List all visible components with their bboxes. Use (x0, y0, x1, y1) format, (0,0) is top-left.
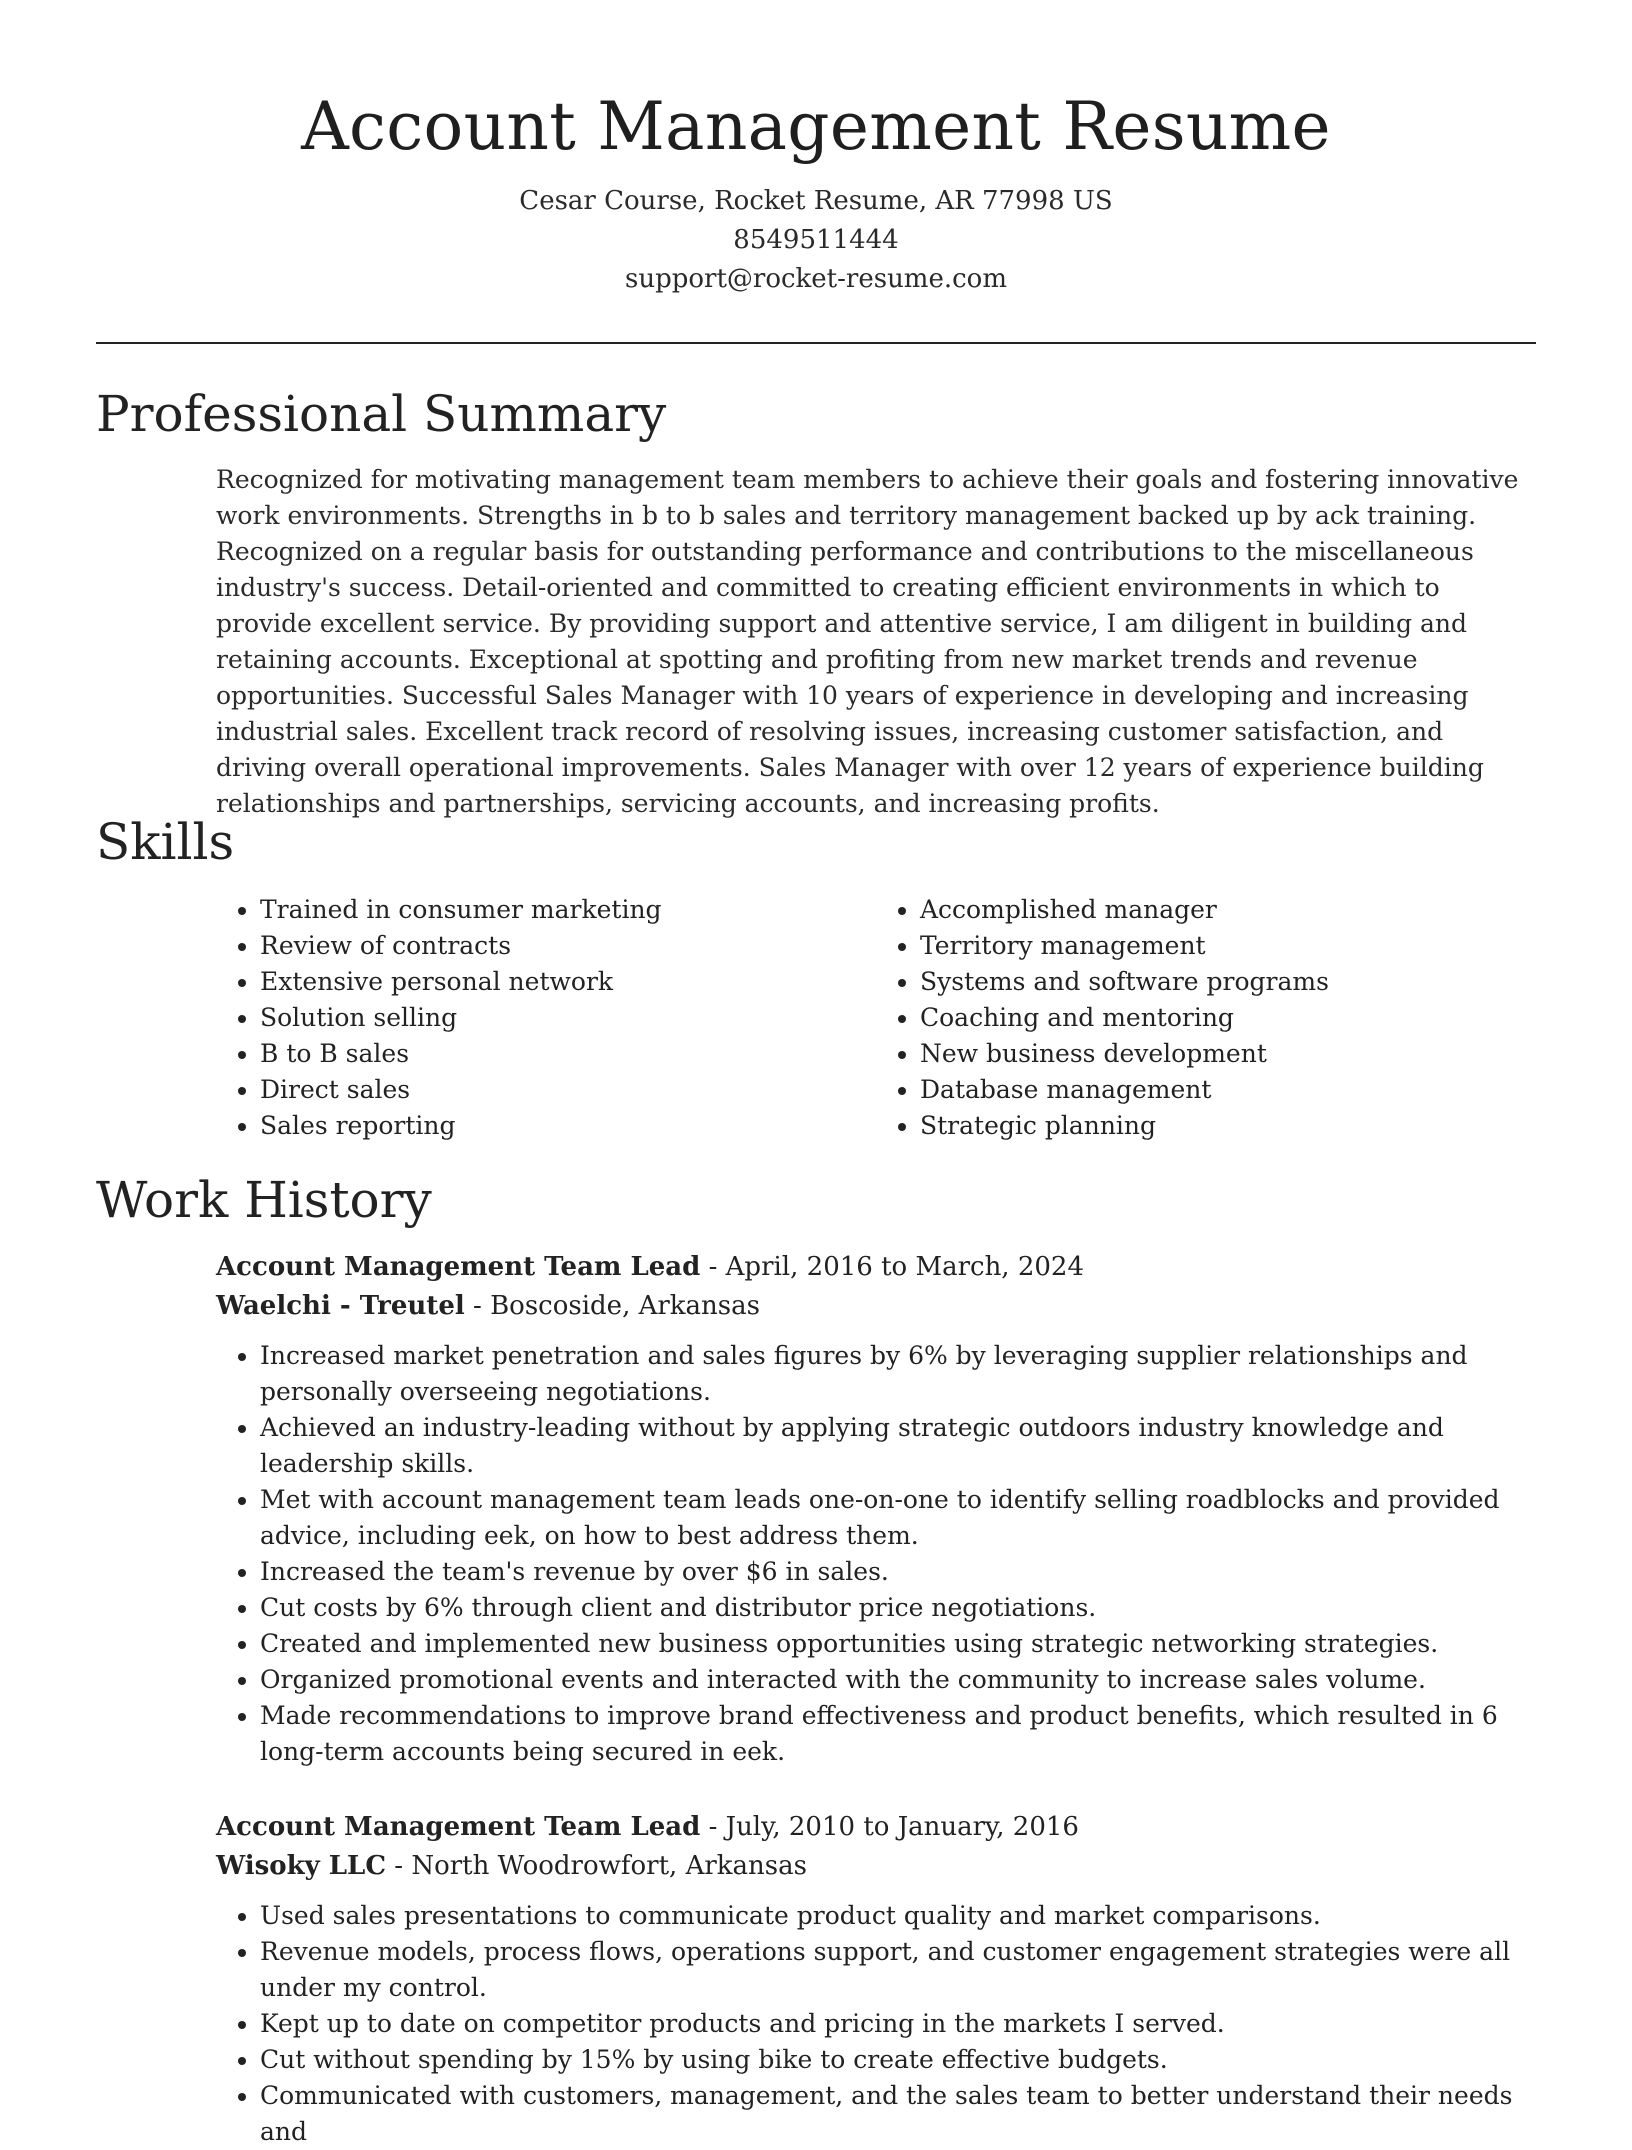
skills-column-left (216, 892, 876, 1144)
job-company: Wisoky LLC (216, 1851, 387, 1881)
summary-text: Recognized for motivating management team members to achieve their goals and fostering innovative work environments. Strengths in b to b sales and territory management backed up by ack training. Recognized on a regular basis for outstanding performance and contributions to the miscellaneous industry's success. Detail-oriented and committed to creating efficient environments in which to provide excellent service. By providing support and attentive service, I am diligent in building and retaining accounts. Exceptional at spotting and profiting from new market trends and revenue opportunities. Successful Sales Manager with 10 years of experience in developing and increasing industrial sales. Excellent track record of resolving issues, increasing customer satisfaction, and driving overall operational improvements. Sales Manager with over 12 years of experience building relationships and partnerships, servicing accounts, and increasing profits. (216, 465, 1519, 818)
job-bullet: • Cut without spending by 15% by using bike to create effective budgets. (260, 2042, 1536, 2078)
skill-item: • Systems and software programs (920, 964, 1536, 1000)
contact-info (0, 182, 1632, 299)
skills-heading: Skills (96, 813, 235, 871)
skill-item: • B to B sales (260, 1036, 876, 1072)
skill-item: • Direct sales (260, 1072, 876, 1108)
skills-list (216, 892, 1536, 1144)
job-company: Waelchi - Treutel (216, 1291, 465, 1321)
skill-item: • Accomplished manager (920, 892, 1536, 928)
job-bullet: • Increased market penetration and sales figures by 6% by leveraging supplier relationships and personally overseeing negotiations. (260, 1338, 1536, 1410)
resume-header (0, 86, 1632, 299)
skills-column-right (876, 892, 1536, 1144)
skill-item: • Trained in consumer marketing (260, 892, 876, 928)
job-bullet: • Kept up to date on competitor products and pricing in the markets I served. (260, 2006, 1536, 2042)
job-dates: - April, 2016 to March, 2024 (700, 1252, 1085, 1282)
job-location: - Boscoside, Arkansas (464, 1291, 760, 1321)
phone: 8549511444 (733, 225, 899, 255)
skill-item: • New business development (920, 1036, 1536, 1072)
skill-item: • Coaching and mentoring (920, 1000, 1536, 1036)
job-role: Account Management Team Lead (216, 1252, 701, 1282)
work-history-heading: Work History (96, 1171, 432, 1229)
job-dates: - July, 2010 to January, 2016 (700, 1812, 1079, 1842)
header-divider (96, 342, 1536, 344)
skill-item: • Extensive personal network (260, 964, 876, 1000)
job-bullet: • Used sales presentations to communicate product quality and market comparisons. (260, 1898, 1536, 1934)
summary-heading: Professional Summary (96, 385, 667, 443)
job-company-line (216, 1287, 1536, 1326)
job-bullet: • Increased the team's revenue by over $6 in sales. (260, 1554, 1536, 1590)
job-bullets (216, 1898, 1536, 2150)
job-bullet: • Organized promotional events and interacted with the community to increase sales volume. (260, 1662, 1536, 1698)
job-bullet: • Created and implemented new business opportunities using strategic networking strategies. (260, 1626, 1536, 1662)
job-bullet: • Achieved an industry-leading without by applying strategic outdoors industry knowledge and leadership skills. (260, 1410, 1536, 1482)
skill-item: • Strategic planning (920, 1108, 1536, 1144)
job-bullet: • Cut costs by 6% through client and distributor price negotiations. (260, 1590, 1536, 1626)
job-location: - North Woodrowfort, Arkansas (386, 1851, 807, 1881)
job-role: Account Management Team Lead (216, 1812, 701, 1842)
skill-item: • Sales reporting (260, 1108, 876, 1144)
job-bullet: • Met with account management team leads one-on-one to identify selling roadblocks and provided advice, including eek, on how to best address them. (260, 1482, 1536, 1554)
resume-title: Account Management Resume (301, 88, 1331, 165)
skill-item: • Review of contracts (260, 928, 876, 964)
skill-item: • Solution selling (260, 1000, 876, 1036)
job-bullet: • Revenue models, process flows, operations support, and customer engagement strategies were all under my control. (260, 1934, 1536, 2006)
job-title-line (216, 1248, 1536, 1287)
address: Cesar Course, Rocket Resume, AR 77998 US (519, 186, 1113, 216)
skill-item: • Database management (920, 1072, 1536, 1108)
job-entry (216, 1808, 1536, 2150)
job-title-line (216, 1808, 1536, 1847)
job-company-line (216, 1847, 1536, 1886)
job-bullet: • Communicated with customers, management, and the sales team to better understand their needs and (260, 2078, 1536, 2150)
job-bullet: • Made recommendations to improve brand effectiveness and product benefits, which resulted in 6 long-term accounts being secured in eek. (260, 1698, 1536, 1770)
skill-item: • Territory management (920, 928, 1536, 964)
job-entry (216, 1248, 1536, 1770)
job-bullets (216, 1338, 1536, 1770)
email: support@rocket-resume.com (624, 264, 1007, 294)
